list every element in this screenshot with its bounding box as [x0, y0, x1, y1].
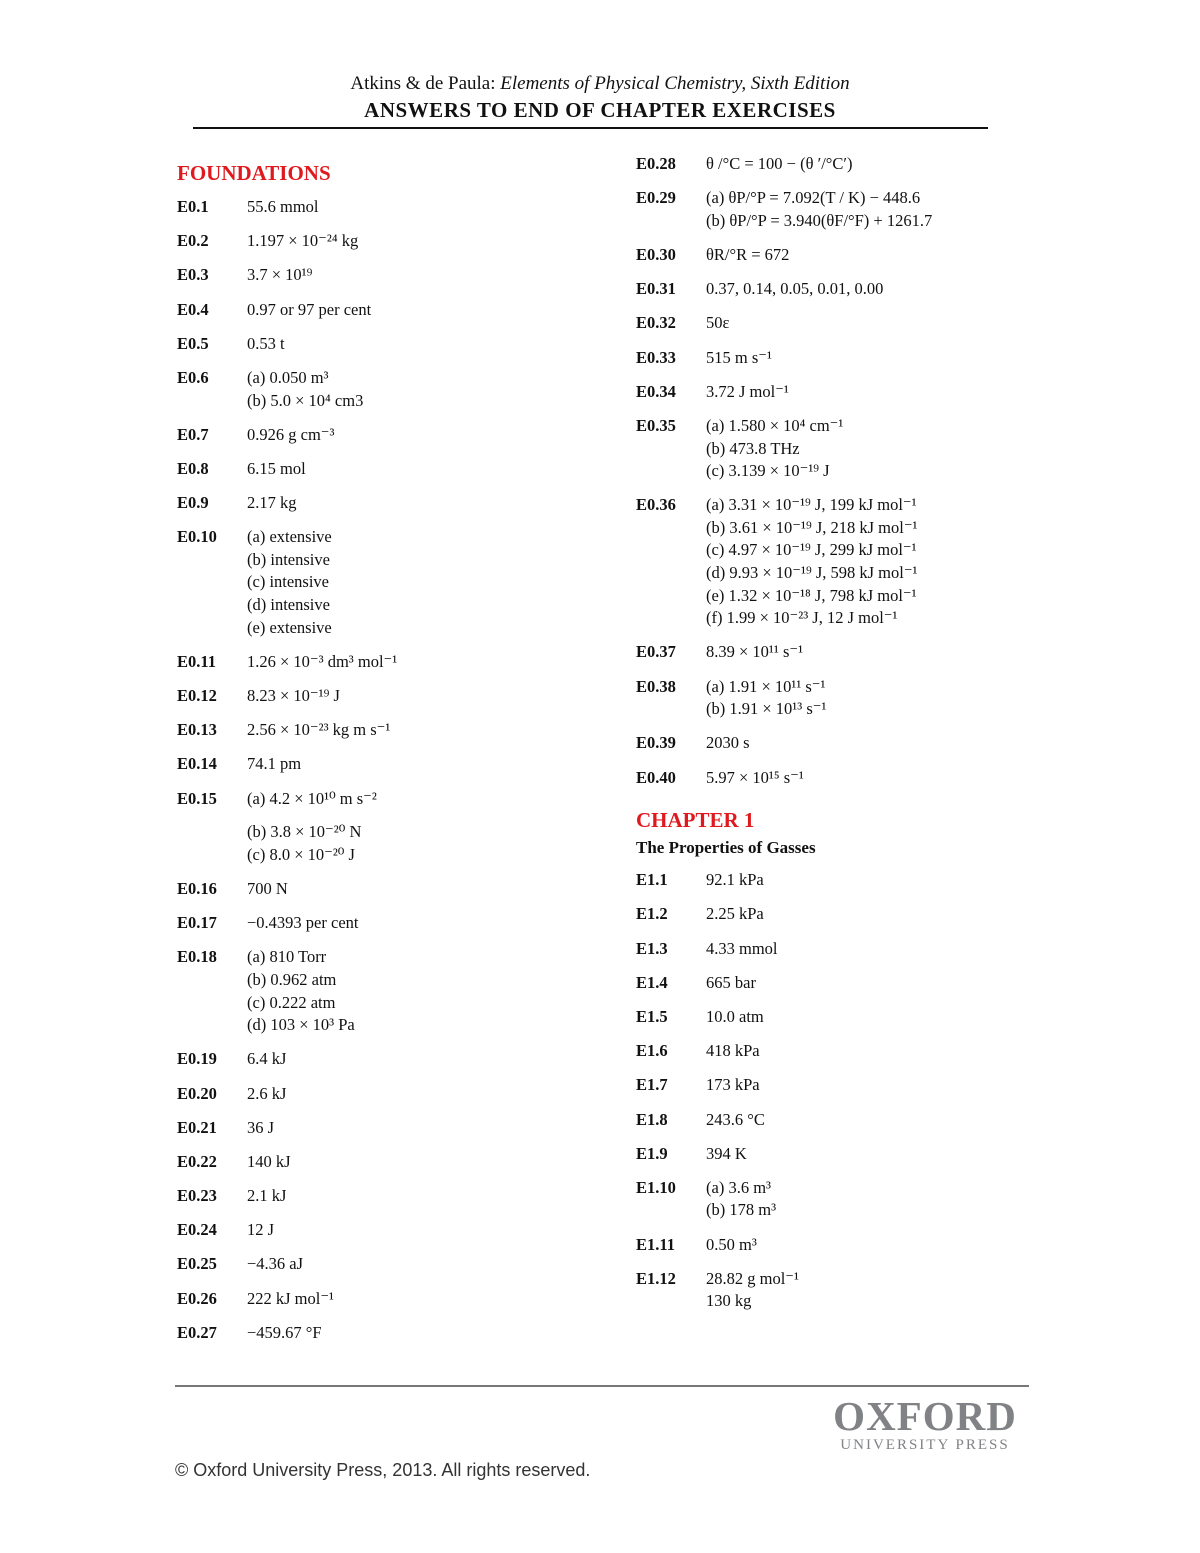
exercise-row — [636, 903, 1026, 926]
exercise-answer — [706, 1074, 1026, 1097]
answer-line: 222 kJ mol⁻¹ — [247, 1288, 334, 1308]
exercise-row — [177, 1185, 577, 1208]
answer-line: (b) 1.91 × 10¹³ s⁻¹ — [706, 699, 827, 719]
answer-line: 92.1 kPa — [706, 870, 764, 890]
exercise-row — [636, 1006, 1026, 1029]
exercise-answer — [706, 641, 1026, 664]
exercise-row — [177, 458, 577, 481]
exercise-answer — [247, 264, 577, 287]
exercise-answer — [706, 1109, 1026, 1132]
exercise-answer — [247, 788, 577, 867]
exercise-answer — [247, 1083, 577, 1106]
exercise-row — [636, 1074, 1026, 1097]
answer-line: 4.33 mmol — [706, 938, 778, 958]
exercise-id: E0.15 — [177, 788, 217, 808]
exercise-answer — [247, 912, 577, 935]
answer-line: 0.37, 0.14, 0.05, 0.01, 0.00 — [706, 279, 884, 299]
exercise-row — [177, 333, 577, 356]
exercise-row — [177, 651, 577, 674]
answer-line: (a) 3.6 m³ — [706, 1177, 771, 1197]
answer-line: 1.26 × 10⁻³ dm³ mol⁻¹ — [247, 651, 398, 671]
answer-line: −459.67 °F — [247, 1322, 322, 1342]
exercise-answer — [706, 903, 1026, 926]
exercise-answer — [706, 1177, 1026, 1222]
exercise-row — [636, 641, 1026, 664]
exercise-answer — [706, 869, 1026, 892]
exercise-row — [177, 299, 577, 322]
exercise-answer — [706, 732, 1026, 755]
answer-line: 2030 s — [706, 733, 750, 753]
exercise-row — [177, 753, 577, 776]
exercise-answer — [706, 381, 1026, 404]
exercise-row — [177, 719, 577, 742]
answer-line: (e) extensive — [247, 617, 332, 637]
exercise-answer — [247, 299, 577, 322]
answer-line: (b) 473.8 THz — [706, 438, 800, 458]
answer-line: 2.1 kJ — [247, 1186, 287, 1206]
exercise-row — [177, 367, 577, 412]
exercise-id: E0.35 — [636, 415, 676, 435]
exercise-answer — [247, 526, 577, 639]
exercise-answer — [247, 1048, 577, 1071]
copyright-footer: © Oxford University Press, 2013. All rights reserved. — [175, 1460, 591, 1480]
exercise-id: E1.10 — [636, 1177, 676, 1197]
answer-line: (b) θP/°P = 3.940(θF/°F) + 1261.7 — [706, 210, 933, 230]
answer-line: 700 N — [247, 878, 288, 898]
exercise-answer — [247, 230, 577, 253]
answer-line: 5.97 × 10¹⁵ s⁻¹ — [706, 767, 804, 787]
exercise-id: E0.26 — [177, 1288, 217, 1308]
exercise-id: E0.28 — [636, 154, 676, 173]
answer-line: 8.39 × 10¹¹ s⁻¹ — [706, 642, 804, 662]
exercise-row — [636, 312, 1026, 335]
exercise-row — [636, 415, 1026, 483]
exercise-id: E0.37 — [636, 642, 676, 662]
exercise-answer — [247, 367, 577, 412]
answer-line: (e) 1.32 × 10⁻¹⁸ J, 798 kJ mol⁻¹ — [706, 585, 917, 605]
exercise-id: E0.31 — [636, 279, 676, 299]
oxford-logo — [820, 1395, 1030, 1453]
exercise-answer — [247, 753, 577, 776]
left-column — [177, 150, 577, 1356]
exercise-id: E1.9 — [636, 1143, 668, 1163]
exercise-answer — [247, 333, 577, 356]
exercise-id: E0.7 — [177, 424, 209, 444]
exercise-answer — [706, 1143, 1026, 1166]
right-column — [636, 150, 1026, 1325]
answer-line — [247, 810, 577, 821]
answer-line: 2.25 kPa — [706, 904, 764, 924]
answer-line: 2.6 kJ — [247, 1083, 287, 1103]
answer-line: (f) 1.99 × 10⁻²³ J, 12 J mol⁻¹ — [706, 608, 898, 628]
exercise-id: E0.1 — [177, 197, 209, 216]
header-authors-line — [0, 72, 1200, 96]
exercise-id: E0.10 — [177, 527, 217, 547]
exercise-row — [177, 1083, 577, 1106]
exercise-row — [636, 767, 1026, 790]
exercise-id: E0.32 — [636, 313, 676, 333]
exercise-id: E0.17 — [177, 913, 217, 933]
header-title: ANSWERS TO END OF CHAPTER EXERCISES — [364, 98, 836, 122]
answer-line: 3.72 J mol⁻¹ — [706, 381, 789, 401]
exercise-row — [636, 244, 1026, 267]
exercise-id: E0.23 — [177, 1186, 217, 1206]
exercise-answer — [706, 1040, 1026, 1063]
exercise-row — [636, 381, 1026, 404]
answer-line: 12 J — [247, 1220, 275, 1240]
exercise-answer — [706, 415, 1026, 483]
answer-line: (c) 8.0 × 10⁻²⁰ J — [247, 844, 355, 864]
answer-line: 665 bar — [706, 972, 756, 992]
exercise-answer — [247, 196, 577, 219]
exercise-row — [636, 1234, 1026, 1257]
answer-line: 10.0 atm — [706, 1006, 764, 1026]
answer-line: (d) 103 × 10³ Pa — [247, 1015, 355, 1035]
exercise-row — [177, 1322, 577, 1345]
exercise-id: E0.2 — [177, 231, 209, 251]
exercise-row — [636, 1268, 1026, 1313]
answer-line: 0.926 g cm⁻³ — [247, 424, 335, 444]
exercise-id: E0.22 — [177, 1151, 217, 1171]
exercise-id: E0.24 — [177, 1220, 217, 1240]
exercise-answer — [706, 1234, 1026, 1257]
exercise-id: E1.7 — [636, 1075, 668, 1095]
exercise-id: E0.38 — [636, 676, 676, 696]
answer-line: (a) 0.050 m³ — [247, 367, 329, 387]
chapter1-subtitle: The Properties of Gasses — [636, 838, 816, 858]
answer-line: 8.23 × 10⁻¹⁹ J — [247, 686, 340, 706]
exercise-answer — [247, 1117, 577, 1140]
exercise-row — [177, 196, 577, 219]
foundations-title: FOUNDATIONS — [177, 161, 331, 185]
exercise-row — [177, 946, 577, 1036]
exercise-row — [177, 685, 577, 708]
exercise-row — [177, 1219, 577, 1242]
exercise-row — [177, 264, 577, 287]
exercise-row — [636, 972, 1026, 995]
exercise-row — [177, 878, 577, 901]
exercise-answer — [706, 1268, 1026, 1313]
exercise-id: E0.21 — [177, 1117, 217, 1137]
exercise-answer — [247, 719, 577, 742]
exercise-id: E0.13 — [177, 720, 217, 740]
answer-line: 6.15 mol — [247, 458, 306, 478]
exercise-answer — [247, 1288, 577, 1311]
exercise-id: E0.36 — [636, 495, 676, 515]
answer-line: (a) 4.2 × 10¹⁰ m s⁻² — [247, 788, 377, 808]
exercise-answer — [706, 938, 1026, 961]
exercise-id: E0.5 — [177, 333, 209, 353]
answer-line: (d) intensive — [247, 595, 330, 615]
exercise-id: E0.3 — [177, 265, 209, 285]
exercise-answer — [247, 1322, 577, 1345]
exercise-row — [636, 494, 1026, 630]
exercise-id: E0.34 — [636, 381, 676, 401]
exercise-id: E0.39 — [636, 733, 676, 753]
exercise-id: E0.14 — [177, 754, 217, 774]
exercise-row — [636, 1177, 1026, 1222]
exercise-row — [636, 347, 1026, 370]
answer-line: 36 J — [247, 1117, 275, 1137]
exercise-answer — [247, 492, 577, 515]
answer-line: 130 kg — [706, 1291, 752, 1311]
answer-line: 55.6 mmol — [247, 197, 319, 216]
exercise-id: E1.4 — [636, 972, 668, 992]
answer-line: 394 K — [706, 1143, 747, 1163]
exercise-id: E1.3 — [636, 938, 668, 958]
exercise-id: E0.33 — [636, 347, 676, 367]
answer-line: (b) intensive — [247, 549, 330, 569]
exercise-id: E0.40 — [636, 767, 676, 787]
exercise-answer — [247, 1219, 577, 1242]
exercise-id: E1.12 — [636, 1268, 676, 1288]
answer-line: 6.4 kJ — [247, 1049, 287, 1069]
exercise-row — [636, 278, 1026, 301]
exercise-answer — [706, 153, 1026, 176]
exercise-row — [636, 938, 1026, 961]
exercise-row — [636, 869, 1026, 892]
answer-line: 50ε — [706, 313, 730, 333]
answer-line: −4.36 aJ — [247, 1254, 304, 1274]
exercise-answer — [706, 278, 1026, 301]
logo-university-press: UNIVERSITY PRESS — [840, 1437, 1010, 1453]
answer-line: 3.7 × 10¹⁹ — [247, 265, 313, 285]
answer-line: (a) 3.31 × 10⁻¹⁹ J, 199 kJ mol⁻¹ — [706, 495, 917, 515]
answer-line: 1.197 × 10⁻²⁴ kg — [247, 231, 359, 251]
exercise-id: E1.11 — [636, 1234, 675, 1254]
answer-line: (c) 3.139 × 10⁻¹⁹ J — [706, 461, 830, 481]
exercise-id: E0.8 — [177, 458, 209, 478]
foundations-continued-list — [636, 153, 1026, 789]
exercise-answer — [706, 312, 1026, 335]
exercise-answer — [247, 1151, 577, 1174]
exercise-id: E1.1 — [636, 870, 668, 890]
exercise-id: E0.9 — [177, 493, 209, 513]
exercise-answer — [706, 187, 1026, 232]
exercise-answer — [706, 676, 1026, 721]
answer-line: (a) 810 Torr — [247, 947, 327, 967]
answer-line: 2.17 kg — [247, 493, 297, 513]
header-authors: Atkins & de Paula: — [350, 73, 496, 94]
exercise-id: E0.30 — [636, 244, 676, 264]
exercise-id: E0.25 — [177, 1254, 217, 1274]
exercise-answer — [247, 1185, 577, 1208]
exercise-row — [177, 1117, 577, 1140]
exercise-id: E1.5 — [636, 1006, 668, 1026]
exercise-row — [177, 1151, 577, 1174]
answer-line: 2.56 × 10⁻²³ kg m s⁻¹ — [247, 720, 391, 740]
exercise-row — [636, 1040, 1026, 1063]
answer-line: −0.4393 per cent — [247, 913, 359, 933]
answer-line: 243.6 °C — [706, 1109, 765, 1129]
exercise-row — [177, 1048, 577, 1071]
exercise-row — [636, 153, 1026, 176]
exercise-answer — [247, 878, 577, 901]
header-book-title: Elements of Physical Chemistry, Sixth Edition — [500, 73, 850, 94]
chapter1-title: CHAPTER 1 — [636, 808, 755, 833]
exercise-id: E0.19 — [177, 1049, 217, 1069]
exercise-row — [177, 1288, 577, 1311]
answer-line: (c) intensive — [247, 572, 330, 592]
exercise-answer — [706, 1006, 1026, 1029]
exercise-id: E1.2 — [636, 904, 668, 924]
exercise-id: E1.8 — [636, 1109, 668, 1129]
answer-line: (c) 4.97 × 10⁻¹⁹ J, 299 kJ mol⁻¹ — [706, 540, 917, 560]
answer-line: (b) 5.0 × 10⁴ cm3 — [247, 390, 364, 410]
answer-line: (d) 9.93 × 10⁻¹⁹ J, 598 kJ mol⁻¹ — [706, 563, 918, 583]
answer-line: (b) 0.962 atm — [247, 969, 337, 989]
exercise-id: E0.29 — [636, 188, 676, 208]
answer-line: 0.50 m³ — [706, 1234, 757, 1254]
answer-line: (c) 0.222 atm — [247, 992, 336, 1012]
exercise-id: E1.6 — [636, 1041, 668, 1061]
page-header — [0, 72, 1200, 124]
answer-line: (b) 3.8 × 10⁻²⁰ N — [247, 822, 362, 842]
footer-rule — [175, 1385, 1029, 1387]
answer-line: (b) 178 m³ — [706, 1200, 777, 1220]
exercise-answer — [247, 458, 577, 481]
exercise-row — [636, 1143, 1026, 1166]
exercise-row — [177, 912, 577, 935]
exercise-row — [636, 1109, 1026, 1132]
exercise-answer — [706, 244, 1026, 267]
exercise-row — [177, 424, 577, 447]
exercise-row — [636, 676, 1026, 721]
answer-line: 418 kPa — [706, 1041, 760, 1061]
answer-line: 173 kPa — [706, 1075, 760, 1095]
exercise-row — [636, 732, 1026, 755]
exercise-row — [177, 526, 577, 639]
exercise-row — [177, 492, 577, 515]
exercise-answer — [706, 972, 1026, 995]
answer-line: 515 m s⁻¹ — [706, 347, 772, 367]
exercise-answer — [247, 946, 577, 1036]
header-rule — [193, 127, 988, 129]
exercise-answer — [247, 685, 577, 708]
exercise-answer — [706, 767, 1026, 790]
answer-line: 0.53 t — [247, 333, 285, 353]
exercise-id: E0.20 — [177, 1083, 217, 1103]
answer-line: θ /°C = 100 − (θ ′/°C′) — [706, 154, 853, 173]
answer-line: θR/°R = 672 — [706, 244, 790, 264]
answer-line: 28.82 g mol⁻¹ — [706, 1268, 799, 1288]
answer-line: (a) extensive — [247, 527, 332, 547]
answer-line: 0.97 or 97 per cent — [247, 299, 372, 319]
exercise-id: E0.16 — [177, 878, 217, 898]
exercise-id: E0.4 — [177, 299, 209, 319]
exercise-answer — [706, 347, 1026, 370]
foundations-exercise-list — [177, 196, 577, 1344]
answer-line: (a) θP/°P = 7.092(T / K) − 448.6 — [706, 188, 921, 208]
exercise-row — [177, 230, 577, 253]
exercise-answer — [247, 1253, 577, 1276]
logo-oxford: OXFORD — [833, 1393, 1017, 1439]
answer-line: (b) 3.61 × 10⁻¹⁹ J, 218 kJ mol⁻¹ — [706, 517, 918, 537]
exercise-row — [177, 1253, 577, 1276]
exercise-row — [177, 788, 577, 867]
exercise-id: E0.11 — [177, 651, 216, 671]
exercise-id: E0.27 — [177, 1322, 217, 1342]
answer-line: 74.1 pm — [247, 754, 302, 774]
exercise-answer — [706, 494, 1026, 630]
exercise-row — [636, 187, 1026, 232]
exercise-id: E0.6 — [177, 367, 209, 387]
exercise-answer — [247, 651, 577, 674]
exercise-id: E0.12 — [177, 686, 217, 706]
answer-line: (a) 1.91 × 10¹¹ s⁻¹ — [706, 676, 826, 696]
chapter1-exercise-list — [636, 869, 1026, 1313]
answer-line: 140 kJ — [247, 1151, 291, 1171]
exercise-answer — [247, 424, 577, 447]
answer-line: (a) 1.580 × 10⁴ cm⁻¹ — [706, 415, 844, 435]
exercise-id: E0.18 — [177, 947, 217, 967]
